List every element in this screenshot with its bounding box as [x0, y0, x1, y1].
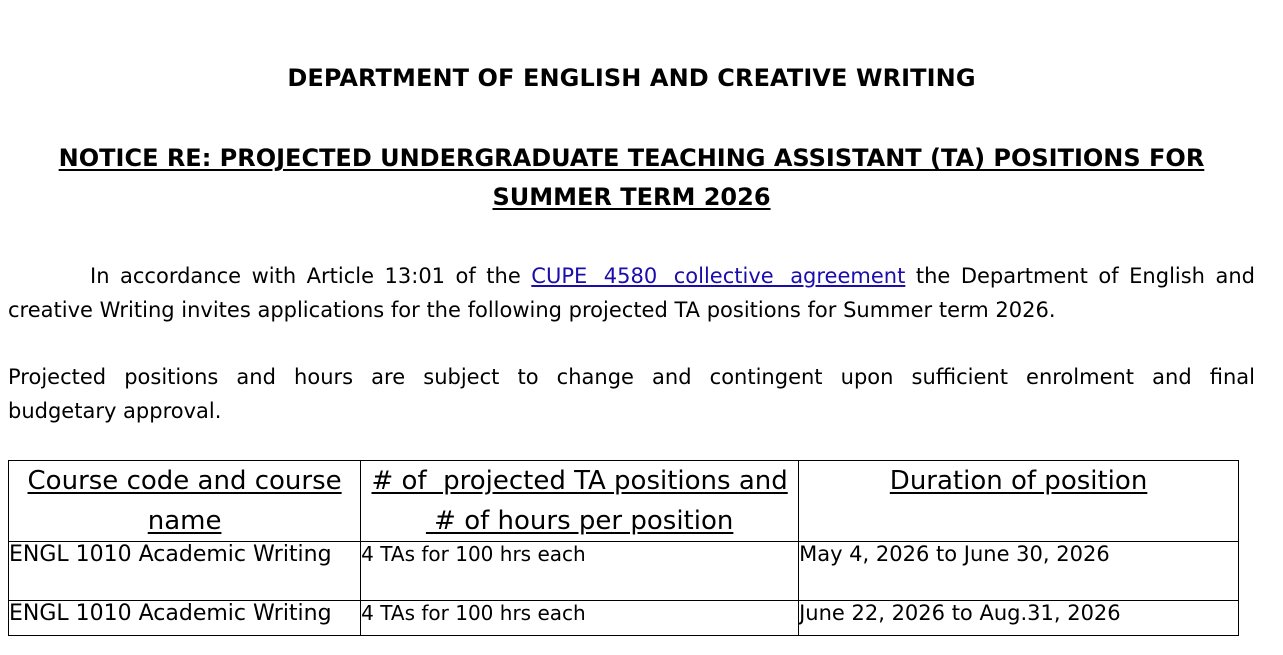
table-row [9, 601, 1239, 636]
disclaimer-line1: Projected positions and hours are subject to change and contingent upon sufficient enrolment and final [8, 365, 1255, 389]
disclaimer-paragraph [8, 360, 1255, 428]
header-duration [799, 461, 1239, 542]
notice-title-line1: NOTICE RE: PROJECTED UNDERGRADUATE TEACHING ASSISTANT (TA) POSITIONS FOR [58, 144, 1205, 172]
cell-positions: 4 TAs for 100 hrs each [361, 542, 799, 601]
collective-agreement-link[interactable]: CUPE 4580 collective agreement [531, 264, 906, 288]
intro-text-after-link: the Department of English and creative Writing invites applications for the following projected TA positions for Summer term 2026. [8, 264, 1256, 322]
cell-duration: June 22, 2026 to Aug.31, 2026 [799, 601, 1239, 636]
header-course [9, 461, 361, 542]
cell-course: ENGL 1010 Academic Writing [9, 601, 361, 636]
table-header-row [9, 461, 1239, 542]
cell-course: ENGL 1010 Academic Writing [9, 542, 361, 601]
header-positions-line1: # of projected TA positions and [371, 466, 788, 496]
table-row [9, 542, 1239, 601]
department-title: DEPARTMENT OF ENGLISH AND CREATIVE WRITING [287, 64, 976, 92]
header-positions-line2: # of hours per position [425, 506, 734, 536]
intro-text-before-link: In accordance with Article 13:01 of the [90, 264, 532, 288]
ta-positions-table [8, 460, 1239, 636]
header-positions [361, 461, 799, 542]
header-course-line2: name [147, 506, 222, 536]
intro-paragraph [8, 259, 1255, 327]
cell-duration: May 4, 2026 to June 30, 2026 [799, 542, 1239, 601]
cell-positions: 4 TAs for 100 hrs each [361, 601, 799, 636]
header-course-line1: Course code and course [27, 466, 342, 496]
header-duration-line1: Duration of position [889, 466, 1148, 496]
notice-title [8, 139, 1255, 217]
notice-title-line2: SUMMER TERM 2026 [492, 183, 771, 211]
disclaimer-line2: budgetary approval. [8, 399, 222, 423]
